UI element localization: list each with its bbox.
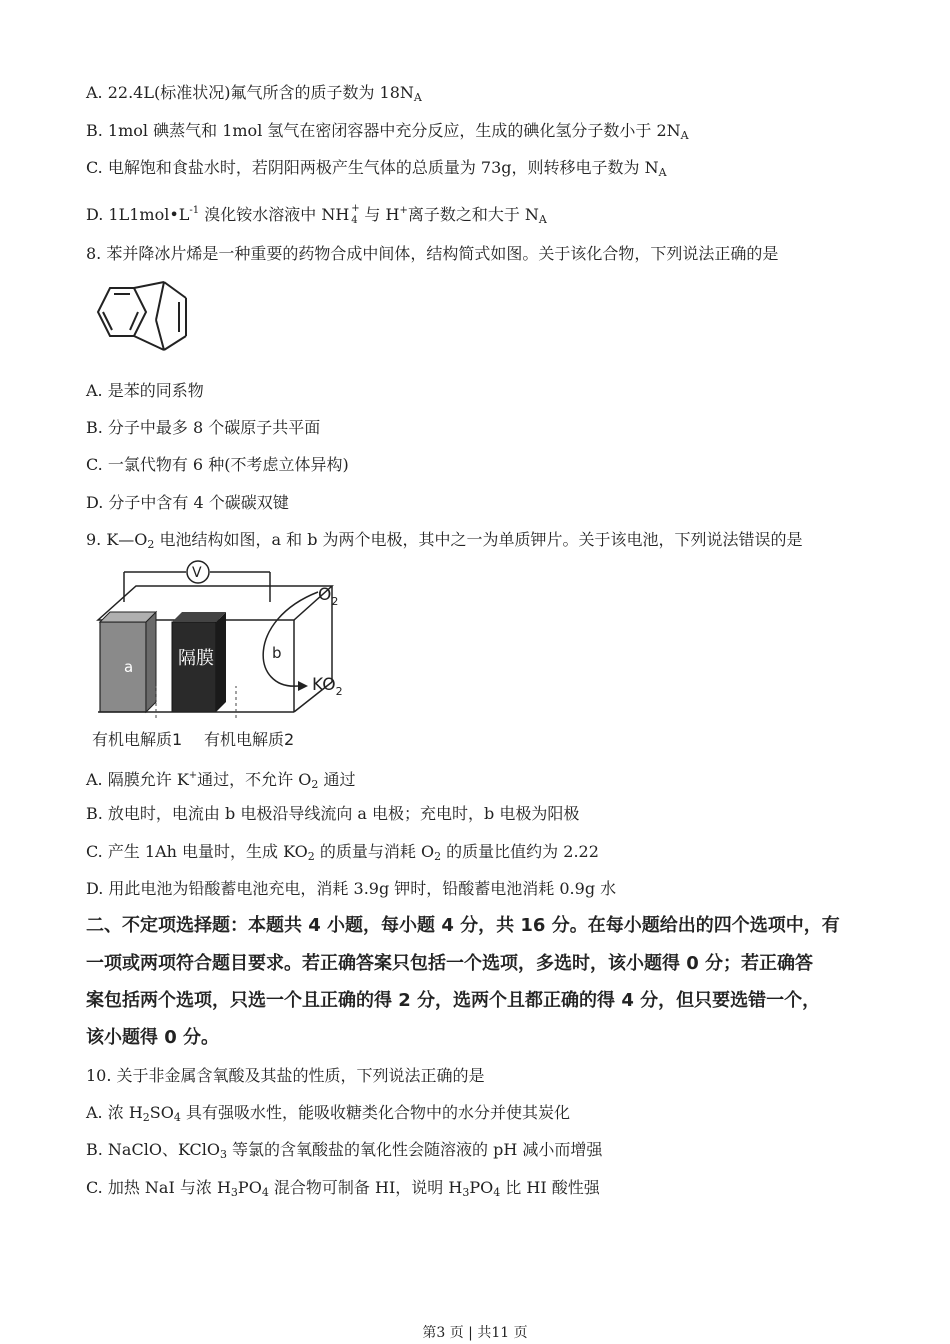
q7-d-sup2: + — [399, 205, 408, 216]
benzonorbornene-structure — [86, 280, 226, 360]
q9-c-sub1: 2 — [307, 850, 315, 863]
q7-d-text1: D. 1L1mol•L — [86, 205, 190, 224]
q10-b-sub1: 3 — [219, 1148, 227, 1161]
q9-c-text3: 的质量比值约为 2.22 — [441, 842, 599, 861]
q7-a-text: A. 22.4L(标准状况)氟气所含的质子数为 18N — [86, 83, 414, 102]
q10-option-a — [86, 1103, 570, 1128]
q10-a-sub1: 2 — [142, 1111, 150, 1124]
q10-a-text1: A. 浓 H — [86, 1103, 143, 1122]
nh4-charge-sub: 4 — [351, 215, 358, 226]
q9-a-sup: + — [188, 770, 198, 781]
q9-stem-text2: 电池结构如图，a 和 b 为两个电极，其中之一为单质钾片。关于该电池，下列说法错误的是 — [154, 530, 803, 549]
q7-c-sub: A — [658, 166, 667, 179]
q10-c-sub2: 4 — [261, 1186, 269, 1199]
nh4-charge — [349, 201, 360, 226]
q7-d-text3: 与 H — [359, 205, 400, 224]
q10-c-sub1: 3 — [230, 1186, 238, 1199]
q10-option-b — [86, 1140, 602, 1165]
q7-d-sub: A — [538, 213, 547, 226]
q9-stem-sub: 2 — [147, 538, 155, 551]
q10-b-text2: 等氯的含氧酸盐的氧化性会随溶液的 pH 减小而增强 — [226, 1140, 603, 1159]
q10-c-text1: C. 加热 NaI 与浓 H — [86, 1178, 231, 1197]
q10-c-sub4: 4 — [493, 1186, 501, 1199]
q7-option-a — [86, 83, 422, 108]
page-footer: 第3 页 | 共11 页 — [422, 1325, 528, 1341]
q9-c-sub2: 2 — [434, 850, 442, 863]
q10-a-text3: 具有强吸水性，能吸收糖类化合物中的水分并使其炭化 — [180, 1103, 570, 1122]
electrode-a-label: a — [124, 658, 134, 676]
q9-c-text2: 的质量与消耗 O — [314, 842, 435, 861]
q7-c-text: C. 电解饱和食盐水时，若阴阳两极产生气体的总质量为 73g，则转移电子数为 N — [86, 158, 659, 177]
q10-b-text1: B. NaClO、KClO — [86, 1140, 220, 1159]
membrane-label: 隔膜 — [178, 648, 214, 669]
q9-stem — [86, 530, 803, 555]
section2-line4: 该小题得 0 分。 — [86, 1027, 220, 1048]
q7-d-text2: 溴化铵水溶液中 NH — [199, 205, 350, 224]
q10-c-text3: 混合物可制备 HI，说明 H — [268, 1178, 463, 1197]
q7-b-text: B. 1mol 碘蒸气和 1mol 氢气在密闭容器中充分反应，生成的碘化氢分子数小于 2N — [86, 121, 681, 140]
q7-d-sup1: -1 — [189, 205, 200, 216]
q8-option-a: A. 是苯的同系物 — [86, 381, 204, 400]
q9-a-text2: 通过，不允许 O — [197, 770, 312, 789]
q10-c-sub3: 3 — [462, 1186, 470, 1199]
q8-option-d: D. 分子中含有 4 个碳碳双键 — [86, 493, 289, 512]
electrolyte-1-label: 有机电解质1 — [92, 730, 183, 749]
electrode-b-label: b — [272, 644, 282, 662]
q9-c-text1: C. 产生 1Ah 电量时，生成 KO — [86, 842, 308, 861]
section2-line2: 一项或两项符合题目要求。若正确答案只包括一个选项，多选时，该小题得 0 分；若正确答 — [86, 953, 814, 974]
q8-option-b: B. 分子中最多 8 个碳原子共平面 — [86, 418, 321, 437]
nh4-charge-sup: + — [351, 203, 360, 214]
q10-a-text2: SO — [149, 1103, 174, 1122]
q9-a-sub: 2 — [311, 778, 319, 791]
q9-option-a — [86, 766, 355, 795]
q7-d-text4: 离子数之和大于 N — [407, 205, 539, 224]
o2-label: $O_2$ — [318, 585, 339, 608]
k-o2-battery-diagram — [86, 560, 366, 755]
q9-a-text1: A. 隔膜允许 K — [86, 770, 189, 789]
q8-option-c: C. 一氯代物有 6 种(不考虑立体异构) — [86, 455, 349, 474]
q7-option-b — [86, 121, 689, 146]
q10-option-c — [86, 1178, 600, 1203]
q9-option-b: B. 放电时，电流由 b 电极沿导线流向 a 电极；充电时，b 电极为阳极 — [86, 804, 580, 823]
voltmeter-label: V — [192, 565, 202, 581]
q8-stem: 8. 苯并降冰片烯是一种重要的药物合成中间体，结构简式如图。关于该化合物，下列说法正确的是 — [86, 244, 779, 263]
q9-option-c — [86, 842, 599, 867]
q10-stem: 10. 关于非金属含氧酸及其盐的性质，下列说法正确的是 — [86, 1066, 485, 1085]
q9-a-text3: 通过 — [318, 770, 356, 789]
section2-line1: 二、不定项选择题：本题共 4 小题，每小题 4 分，共 16 分。在每小题给出的四个选项中，有 — [86, 915, 840, 936]
q9-stem-text1: 9. K—O — [86, 530, 148, 549]
q7-a-sub: A — [413, 91, 422, 104]
q10-c-text4: PO — [469, 1178, 494, 1197]
q7-b-sub: A — [680, 129, 689, 142]
q9-option-d: D. 用此电池为铅酸蓄电池充电，消耗 3.9g 钾时，铅酸蓄电池消耗 0.9g 水 — [86, 879, 617, 898]
section2-line3: 案包括两个选项，只选一个且正确的得 2 分，选两个且都正确的得 4 分，但只要选错一个， — [86, 990, 821, 1011]
q10-a-sub2: 4 — [173, 1111, 181, 1124]
q10-c-text2: PO — [237, 1178, 262, 1197]
q7-option-c — [86, 158, 667, 183]
ko2-label: $KO_2$ — [312, 675, 343, 698]
q10-c-text5: 比 HI 酸性强 — [500, 1178, 600, 1197]
q7-option-d — [86, 201, 547, 230]
electrolyte-2-label: 有机电解质2 — [204, 730, 295, 749]
